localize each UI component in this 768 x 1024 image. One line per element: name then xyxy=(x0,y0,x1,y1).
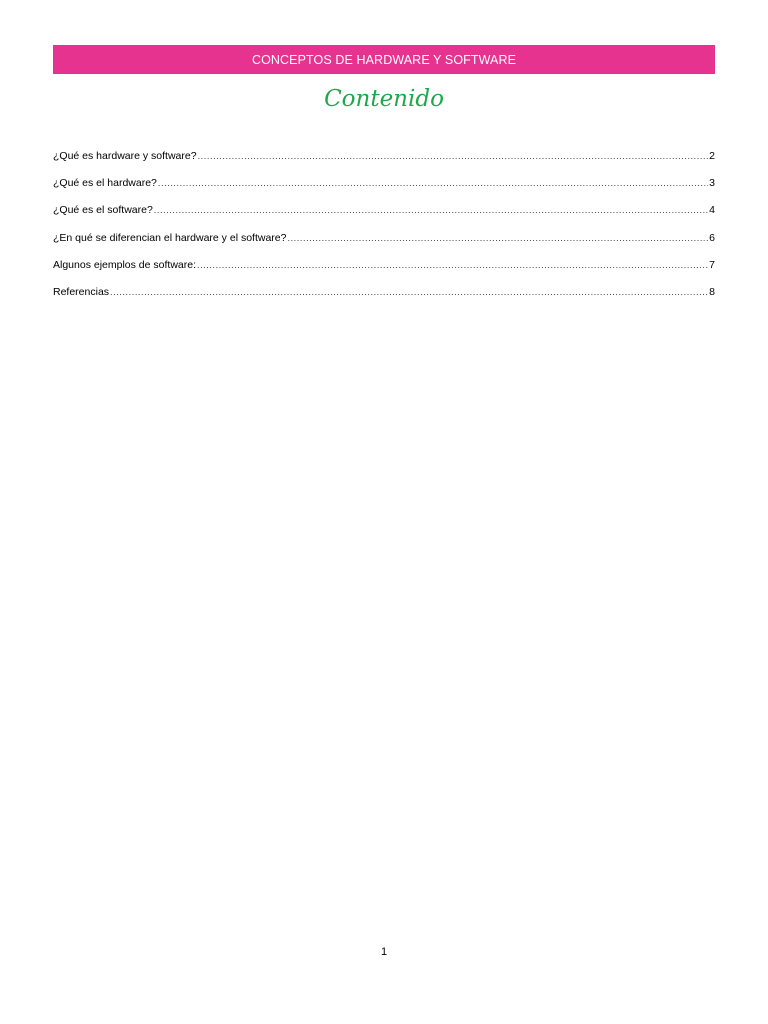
toc-entry[interactable] xyxy=(53,204,715,231)
toc-page-number: 2 xyxy=(709,150,715,162)
toc-heading: Contenido xyxy=(324,86,444,112)
header-title: CONCEPTOS DE HARDWARE Y SOFTWARE xyxy=(251,52,517,67)
toc-page-number: 3 xyxy=(709,177,715,190)
toc-entry-title: ¿En qué se diferencian el hardware y el software? xyxy=(53,231,287,244)
toc-entry[interactable] xyxy=(53,259,715,286)
toc-page-number: 6 xyxy=(709,231,715,244)
toc-dot-leader xyxy=(197,260,708,270)
header-banner xyxy=(53,45,715,74)
toc-entry-title: ¿Qué es el hardware? xyxy=(53,177,157,190)
toc-entry[interactable] xyxy=(53,177,715,204)
toc-entry-title: Referencias xyxy=(53,285,110,298)
toc-dot-leader xyxy=(198,151,709,161)
table-of-contents xyxy=(53,150,715,313)
toc-page-number: 8 xyxy=(709,285,715,298)
toc-page-number: 4 xyxy=(709,204,715,217)
toc-entry[interactable] xyxy=(53,286,715,313)
toc-dot-leader xyxy=(154,205,708,215)
toc-entry-title: ¿Qué es el software? xyxy=(53,204,153,217)
toc-entry-title: Algunos ejemplos de software: xyxy=(53,258,196,271)
toc-dot-leader xyxy=(158,178,708,188)
toc-entry[interactable] xyxy=(53,232,715,259)
toc-dot-leader xyxy=(287,233,708,243)
toc-entry[interactable] xyxy=(53,150,715,177)
toc-dot-leader xyxy=(110,287,708,297)
toc-entry-title: ¿Qué es hardware y software? xyxy=(53,150,197,162)
toc-page-number: 7 xyxy=(709,258,715,271)
page-number: 1 xyxy=(380,946,388,958)
